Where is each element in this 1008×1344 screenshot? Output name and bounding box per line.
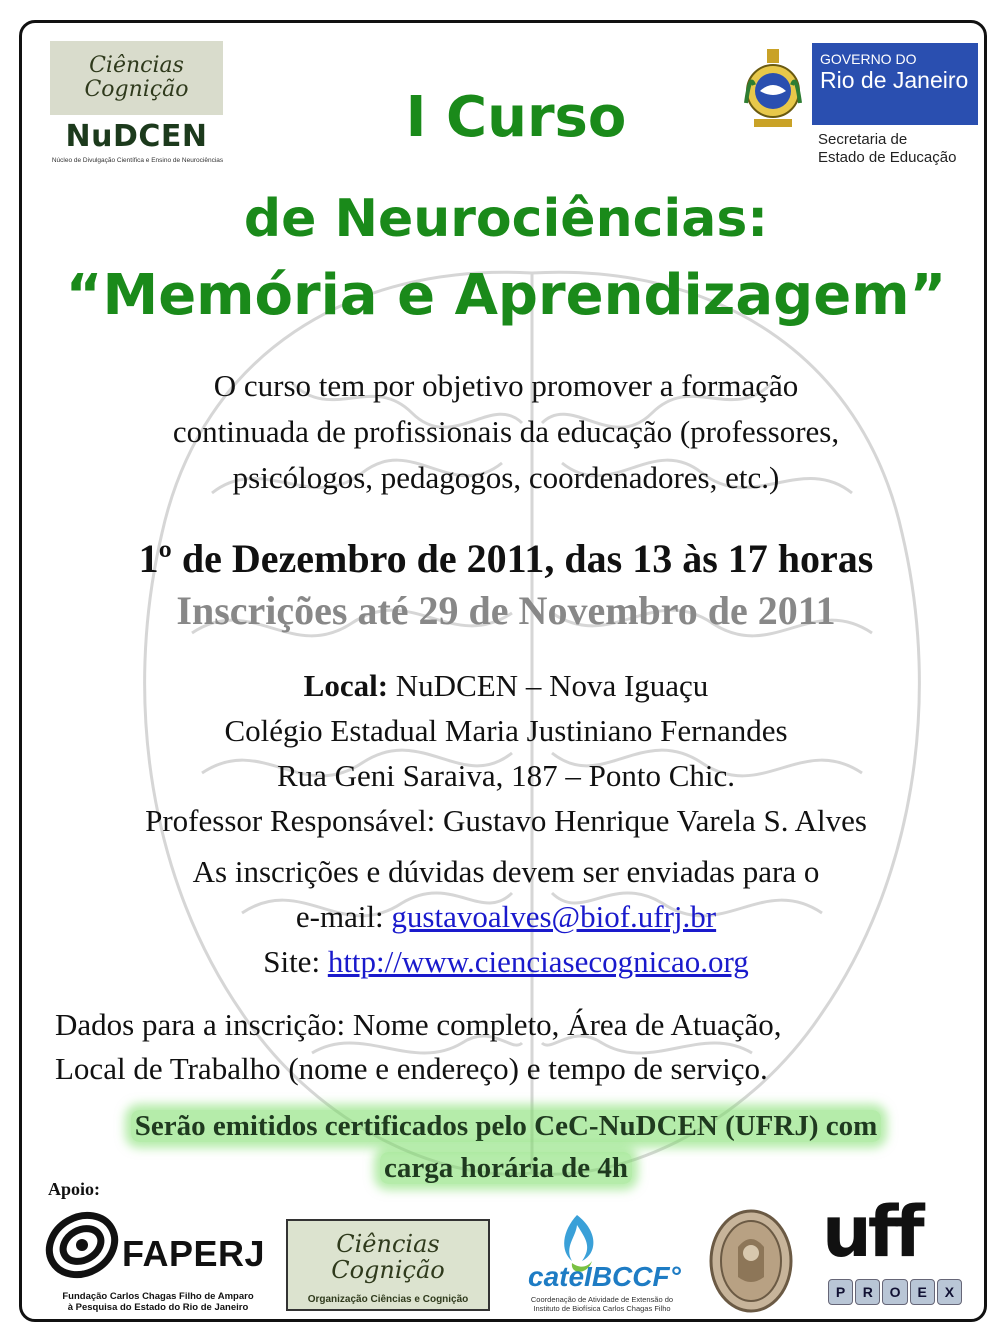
event-date: 1º de Dezembro de 2011, das 13 às 17 horas	[138, 536, 874, 581]
certificate-line1: Serão emitidos certificados pelo CeC-NuDCEN (UFRJ) com	[131, 1110, 882, 1142]
cc2-text	[288, 1231, 488, 1283]
location-block	[22, 663, 987, 843]
registration-deadline: Inscrições até 29 de Novembro de 2011	[176, 588, 836, 633]
email-link[interactable]: gustavoalves@biof.ufrj.br	[391, 899, 717, 934]
objective-text	[42, 363, 970, 501]
certificate-notice	[22, 1105, 987, 1189]
nudcen-label: NuDCEN	[65, 119, 208, 154]
proex-letter-x: X	[937, 1279, 962, 1305]
cc-logo-line1: Ciências	[89, 53, 184, 78]
cc2-line1: Ciências	[336, 1230, 440, 1258]
email-label: e-mail:	[295, 899, 392, 934]
nudcen-subtitle: Núcleo de Divulgação Científica e Ensino de Neurociências	[51, 157, 224, 164]
proex-logo	[828, 1275, 962, 1309]
proex-letter-p: P	[828, 1279, 853, 1305]
cate-sub-line1: Coordenação de Atividade de Extensão do	[530, 1295, 674, 1304]
gov-small-label: GOVERNO DO	[820, 51, 917, 67]
cate-subtitle	[522, 1295, 682, 1313]
location-place: NuDCEN – Nova Iguaçu	[388, 668, 709, 703]
faperj-name: FAPERJ	[122, 1233, 266, 1274]
title-line3: “Memória e Aprendizagem”	[65, 263, 947, 328]
certificate-line2: carga horária de 4h	[380, 1152, 632, 1184]
proex-letter-o: O	[882, 1279, 907, 1305]
faperj-sub-line1: Fundação Carlos Chagas Filho de Amparo	[62, 1291, 254, 1302]
site-label: Site:	[263, 944, 328, 979]
location-professor: Professor Responsável: Gustavo Henrique Varela S. Alves	[145, 803, 867, 838]
contact-intro: As inscrições e dúvidas devem ser enviadas para o	[192, 854, 820, 889]
cate-ibccf-name: cateIBCCF°	[528, 1261, 681, 1292]
location-address: Rua Geni Saraiva, 187 – Ponto Chic.	[276, 758, 736, 793]
cc-logo-line2: Cognição	[84, 77, 189, 102]
contact-email-line	[22, 894, 987, 939]
gov-big-label: Rio de Janeiro	[820, 67, 969, 93]
faperj-sub-line2: à Pesquisa do Estado do Rio de Janeiro	[67, 1302, 249, 1313]
cc2-subtitle: Organização Ciências e Cognição	[307, 1294, 469, 1305]
uff-logo: uff	[822, 1191, 921, 1273]
ufrj-seal-icon	[708, 1207, 794, 1315]
objective-line2: continuada de profissionais da educação (professores,	[172, 414, 840, 449]
objective-line3: psicólogos, pedagogos, coordenadores, etc.)	[232, 460, 780, 495]
cate-sub-line2: Instituto de Biofísica Carlos Chagas Filho	[533, 1304, 671, 1313]
cc2-line2: Cognição	[331, 1256, 445, 1284]
registration-data	[55, 1003, 965, 1091]
gov-sec-line2: Estado de Educação	[818, 149, 957, 166]
location-label: Local:	[303, 668, 389, 703]
site-link[interactable]: http://www.cienciasecognicao.org	[327, 944, 749, 979]
location-school: Colégio Estadual Maria Justiniano Fernandes	[224, 713, 788, 748]
registration-data-line2: Local de Trabalho (nome e endereço) e tempo de serviço.	[55, 1051, 768, 1086]
proex-letter-e: E	[910, 1279, 935, 1305]
title-line2: de Neurociências:	[243, 189, 769, 249]
support-label: Apoio:	[48, 1179, 101, 1199]
contact-block	[22, 849, 987, 984]
contact-site-line	[22, 939, 987, 984]
gov-sec-line1: Secretaria de	[818, 131, 908, 148]
poster-frame	[19, 20, 987, 1322]
registration-data-line1: Dados para a inscrição: Nome completo, Área de Atuação,	[55, 1007, 782, 1042]
cc-organizacao-logo	[286, 1219, 490, 1311]
faperj-subtitle	[42, 1291, 274, 1313]
title-line1: I Curso	[405, 85, 627, 150]
objective-line1: O curso tem por objetivo promover a formação	[213, 368, 799, 403]
location-line	[22, 663, 987, 708]
proex-letter-r: R	[855, 1279, 880, 1305]
